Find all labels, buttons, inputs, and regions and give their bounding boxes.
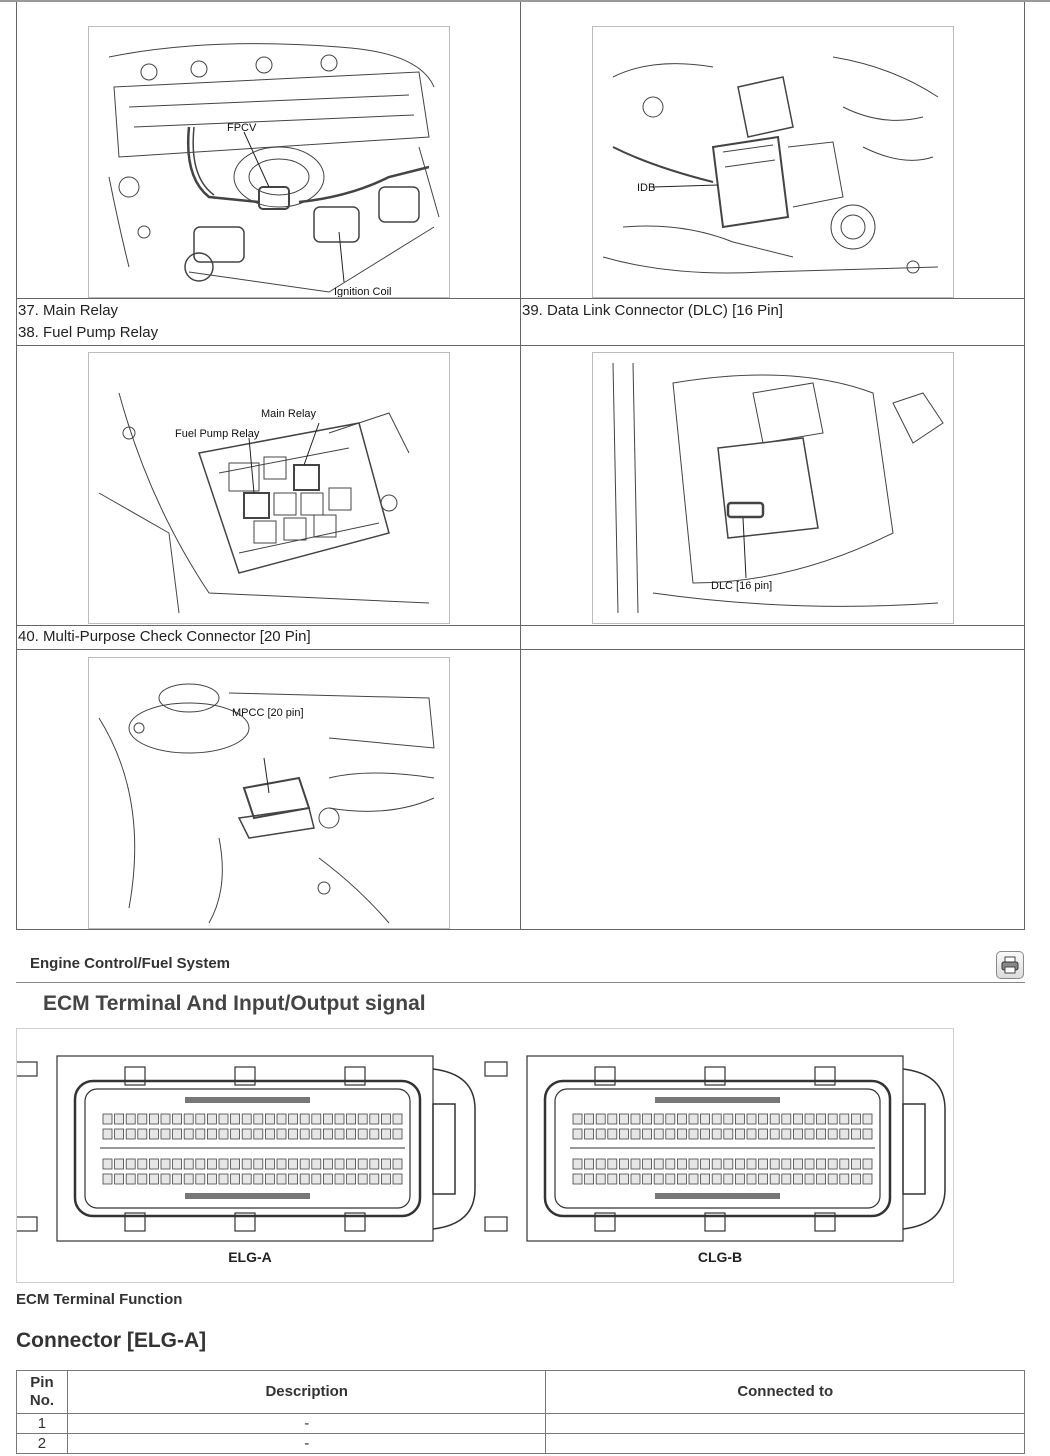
header-description: Description — [67, 1371, 546, 1414]
grid-border-left — [16, 2, 17, 930]
grid-row-divider — [16, 298, 1025, 299]
ecm-connector-figure — [16, 1028, 954, 1283]
fpcv-label: FPCV — [227, 122, 257, 134]
fuel-pump-relay-label: Fuel Pump Relay — [175, 428, 260, 440]
pin-number: 2 — [17, 1434, 68, 1454]
ecm-heading: ECM Terminal And Input/Output signal — [43, 992, 426, 1015]
ecm-terminal-function-heading: ECM Terminal Function — [16, 1291, 183, 1308]
grid-row-divider — [16, 649, 1025, 650]
pin-table — [16, 1370, 1025, 1454]
section-divider — [16, 982, 1025, 983]
grid-row-divider — [16, 929, 1025, 930]
dlc-figure — [592, 352, 954, 624]
connector-elg-a-label: ELG-A — [228, 1249, 272, 1265]
fpcv-ignition-coil-figure — [88, 26, 450, 298]
dlc-label: DLC [16 pin] — [711, 580, 773, 592]
idb-label: IDB — [637, 182, 656, 194]
caption-mpcc: 40. Multi-Purpose Check Connector [20 Pin] — [18, 628, 311, 645]
pin-table-header-row — [17, 1371, 1025, 1414]
component-location-grid — [16, 2, 1025, 930]
connector-heading: Connector [ELG-A] — [16, 1329, 207, 1352]
idb-figure — [592, 26, 954, 298]
relay-box-figure — [88, 352, 450, 624]
pin-connected-to — [546, 1434, 1025, 1454]
mpcc-figure — [88, 657, 450, 929]
caption-dlc: 39. Data Link Connector (DLC) [16 Pin] — [522, 302, 783, 319]
header-connected-to: Connected to — [546, 1371, 1025, 1414]
caption-fuel-pump-relay: 38. Fuel Pump Relay — [18, 324, 159, 341]
main-relay-label: Main Relay — [261, 408, 317, 420]
pin-connected-to — [546, 1414, 1025, 1434]
mpcc-label: MPCC [20 pin] — [232, 707, 304, 719]
header-pin-no: Pin No. — [17, 1371, 68, 1414]
connector-clg-b — [485, 1056, 945, 1265]
pin-description: - — [67, 1434, 546, 1454]
ignition-coil-label: Ignition Coil — [334, 286, 392, 297]
connector-elg-a — [17, 1056, 475, 1265]
pin-description: - — [67, 1414, 546, 1434]
grid-row-divider — [16, 345, 1025, 346]
caption-main-relay: 37. Main Relay — [18, 302, 119, 319]
pin-number: 1 — [17, 1414, 68, 1434]
section-title: Engine Control/Fuel System — [30, 955, 231, 972]
table-row — [17, 1414, 1025, 1434]
grid-border-right — [1024, 2, 1025, 930]
connector-clg-b-label: CLG-B — [697, 1249, 743, 1265]
print-button[interactable] — [996, 951, 1024, 979]
table-row — [17, 1434, 1025, 1454]
printer-icon — [997, 952, 1023, 978]
grid-divider-center — [520, 2, 521, 930]
